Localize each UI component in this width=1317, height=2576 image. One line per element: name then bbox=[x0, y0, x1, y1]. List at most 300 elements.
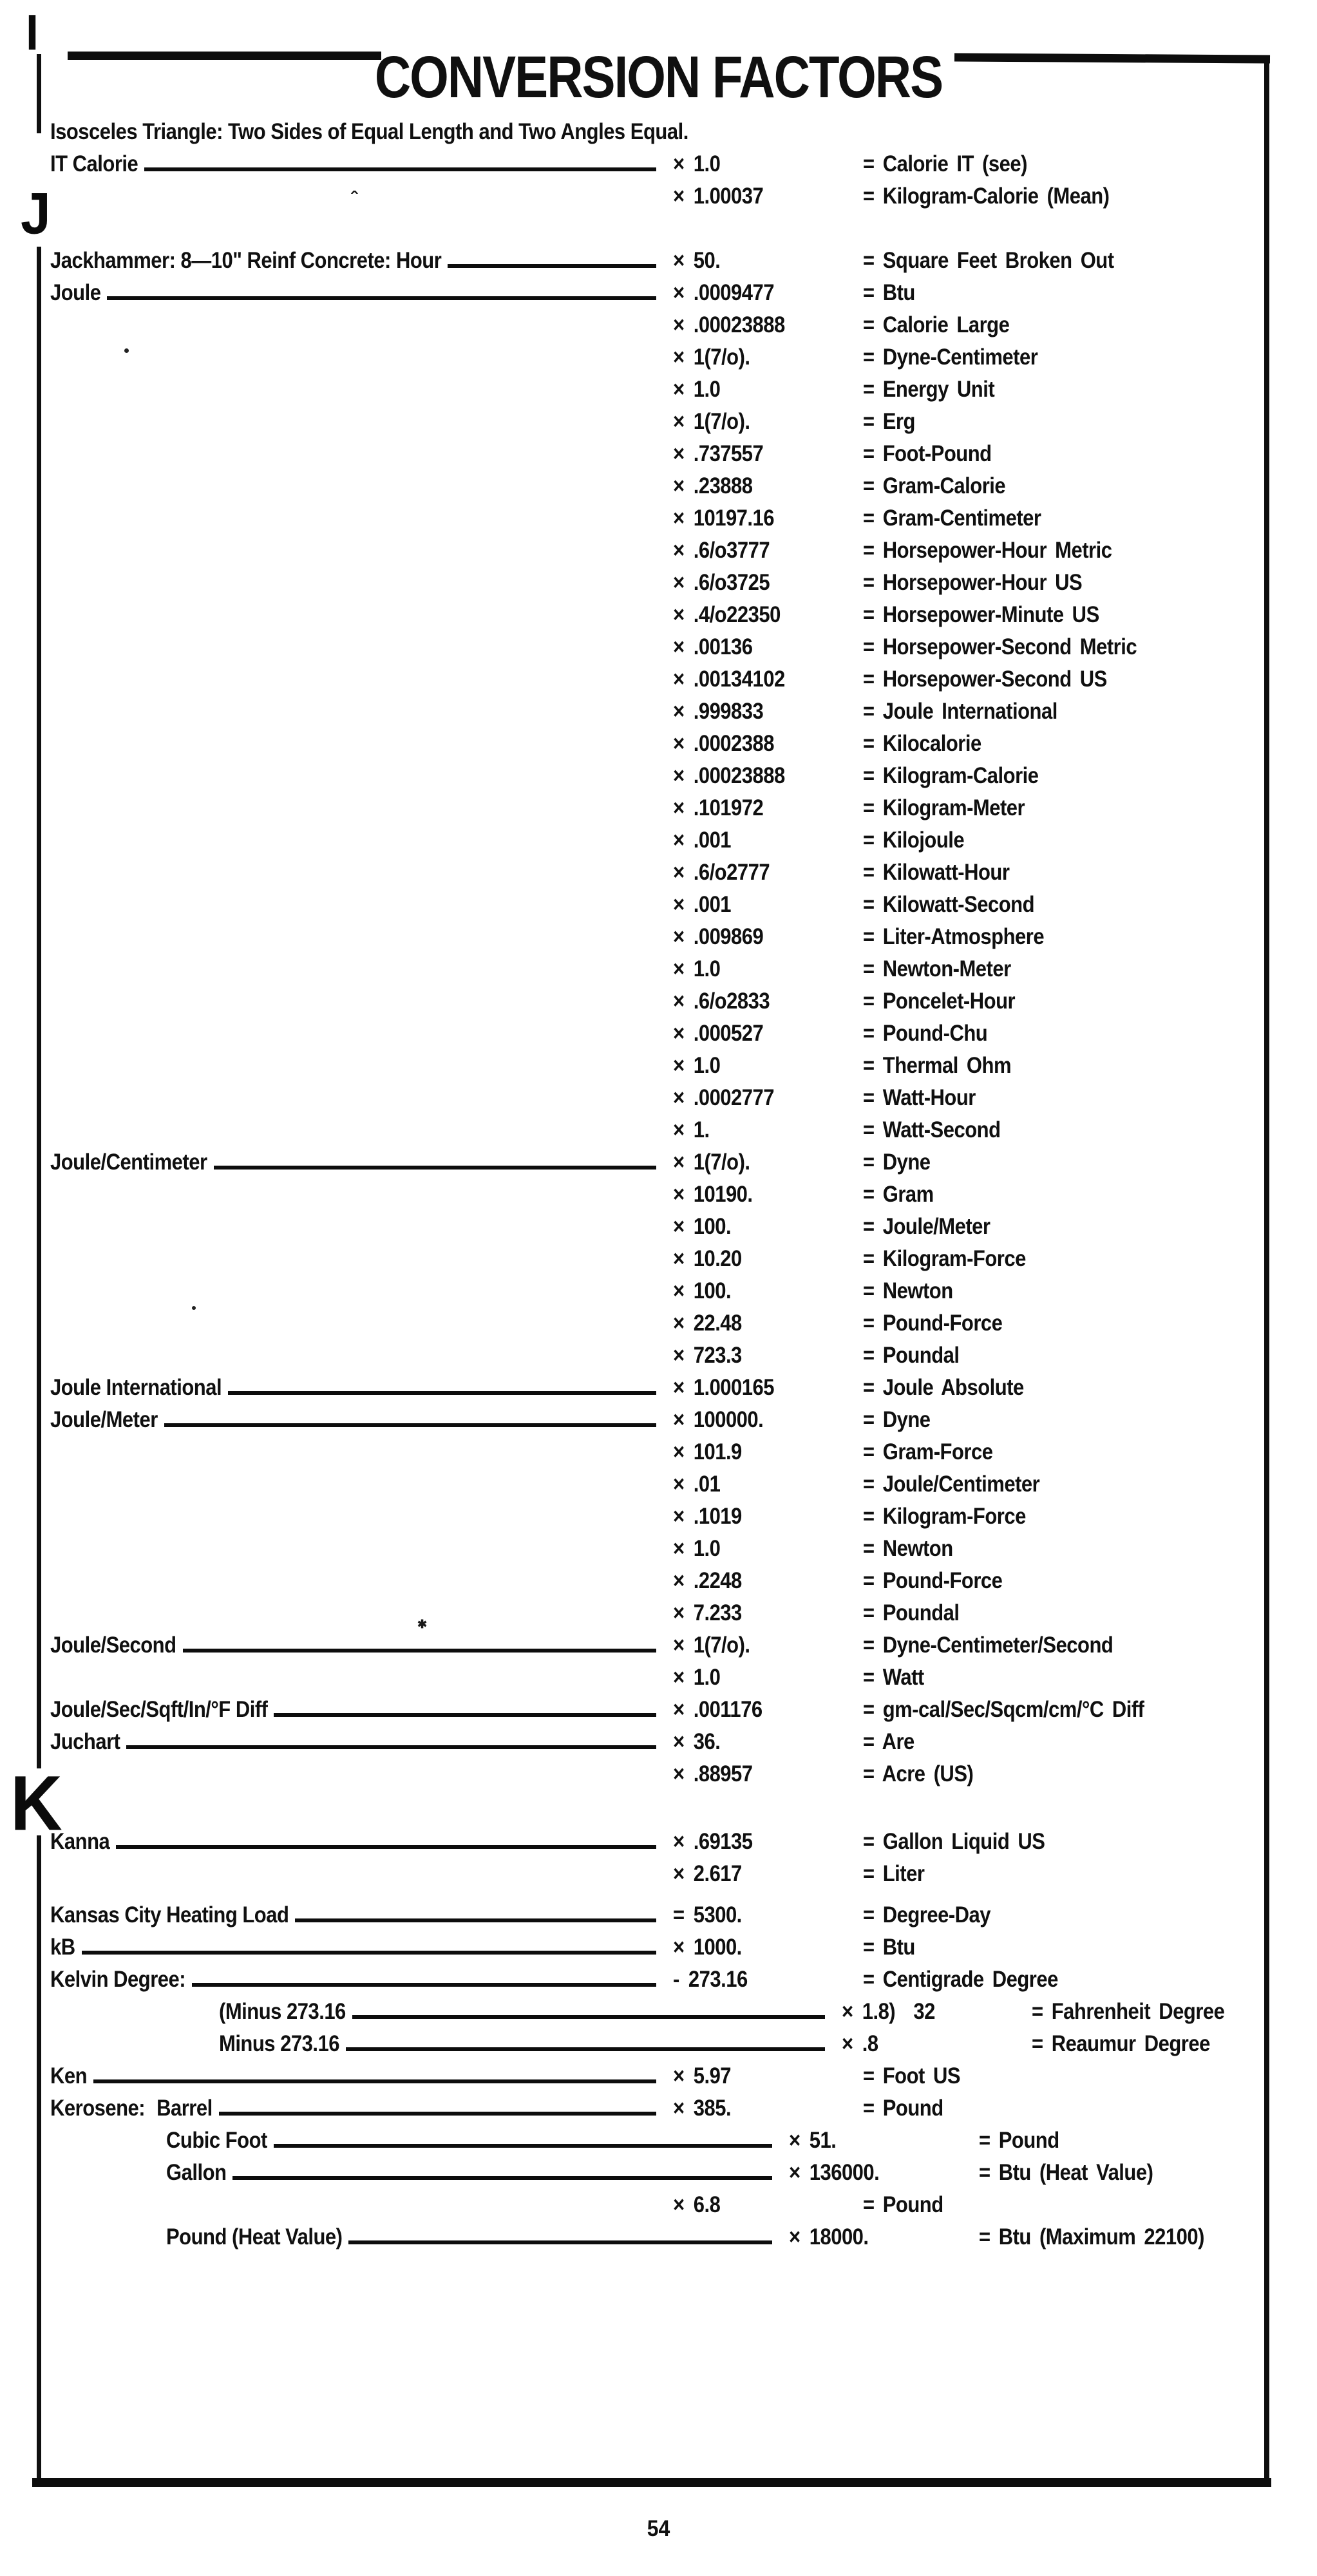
factor-value: - 273.16 bbox=[673, 1965, 748, 1992]
result-unit: = Gram bbox=[863, 1180, 934, 1207]
conversion-row bbox=[50, 564, 1278, 596]
conversion-row bbox=[50, 2089, 1278, 2121]
result-unit: = Watt-Hour bbox=[863, 1084, 976, 1110]
result-unit: = Are bbox=[863, 1728, 914, 1754]
row-label: Kanna bbox=[50, 1828, 110, 1854]
row-lead bbox=[50, 1556, 673, 1562]
row-lead bbox=[50, 1524, 673, 1530]
leader-line bbox=[107, 296, 656, 300]
factor-value: × .2248 bbox=[673, 1567, 742, 1593]
conversion-row bbox=[50, 918, 1278, 950]
row-lead bbox=[50, 1901, 673, 1928]
conversion-row bbox=[50, 853, 1278, 886]
result-unit: = Poundal bbox=[863, 1341, 960, 1368]
row-lead bbox=[50, 1965, 673, 1993]
label-prefix: Kerosene: bbox=[50, 2094, 146, 2121]
conversion-row bbox=[50, 1723, 1278, 1755]
row-lead bbox=[50, 1009, 673, 1014]
result-unit: = Horsepower-Hour Metric bbox=[863, 536, 1112, 563]
factor-value: × 1. bbox=[673, 1116, 710, 1142]
leader-line bbox=[214, 1166, 656, 1170]
row-lead bbox=[50, 751, 673, 757]
row-lead bbox=[50, 1073, 673, 1079]
result-unit: = Liter-Atmosphere bbox=[863, 923, 1045, 949]
factor-value: × 1(7/o). bbox=[673, 343, 750, 370]
factor-value: × .6/o3725 bbox=[673, 569, 770, 595]
factor-value: × 1.0 bbox=[673, 1052, 721, 1078]
leader-line bbox=[164, 1423, 656, 1427]
row-lead bbox=[50, 1620, 673, 1626]
factor-value: × 1000. bbox=[673, 1933, 742, 1960]
row-lead bbox=[50, 558, 673, 564]
leader-line bbox=[295, 1918, 656, 1922]
row-lead bbox=[50, 1202, 673, 1208]
conversion-row bbox=[50, 2121, 1278, 2154]
result-unit: = Kilogram-Force bbox=[863, 1502, 1026, 1529]
row-label: (Minus 273.16 bbox=[219, 1998, 346, 2024]
row-lead bbox=[50, 2223, 789, 2250]
result-unit: = Foot-Pound bbox=[863, 440, 992, 466]
factor-value: × 136000. bbox=[789, 2159, 880, 2185]
factor-value: × .00136 bbox=[673, 633, 753, 659]
conversion-row bbox=[50, 338, 1278, 370]
result-unit: = Kilogram-Calorie bbox=[863, 762, 1039, 788]
row-label: Joule bbox=[50, 279, 101, 305]
factor-value: × 10190. bbox=[673, 1180, 753, 1207]
result-unit: = Gram-Force bbox=[863, 1438, 993, 1464]
result-unit: = Horsepower-Second US bbox=[863, 665, 1107, 692]
leader-line bbox=[183, 1649, 656, 1653]
row-lead bbox=[50, 1696, 673, 1723]
conversion-row bbox=[50, 1272, 1278, 1304]
result-unit: = Fahrenheit Degree bbox=[1032, 1998, 1225, 2024]
conversion-row bbox=[50, 1530, 1278, 1562]
factor-value: × 1.0 bbox=[673, 150, 721, 176]
row-lead bbox=[50, 590, 673, 596]
section-letter-k: K bbox=[10, 1759, 62, 1847]
row-label: Ken bbox=[50, 2062, 88, 2088]
section-letter-i: I bbox=[26, 5, 39, 61]
result-unit: = Horsepower-Hour US bbox=[863, 569, 1083, 595]
factor-value: × .4/o22350 bbox=[673, 601, 781, 627]
result-unit: = Kilowatt-Second bbox=[863, 891, 1035, 917]
row-lead bbox=[50, 1406, 673, 1433]
row-label: Barrel bbox=[156, 2094, 213, 2121]
factor-value: × 100000. bbox=[673, 1406, 764, 1432]
result-unit: = Square Feet Broken Out bbox=[863, 247, 1114, 273]
conversion-row bbox=[50, 1690, 1278, 1723]
factor-value: × 1.0 bbox=[673, 375, 721, 402]
row-lead bbox=[50, 622, 673, 628]
conversion-row bbox=[50, 1433, 1278, 1465]
leader-line bbox=[448, 264, 656, 268]
conversion-row bbox=[50, 531, 1278, 564]
factor-value: × 1.0 bbox=[673, 1663, 721, 1690]
result-unit: = Btu (Heat Value) bbox=[979, 2159, 1153, 2185]
conversion-row bbox=[50, 402, 1278, 435]
conversion-row bbox=[50, 757, 1278, 789]
conversion-row bbox=[50, 982, 1278, 1014]
factor-value: × 100. bbox=[673, 1213, 732, 1239]
factor-value: × .00134102 bbox=[673, 665, 785, 692]
result-unit: = Newton-Meter bbox=[863, 955, 1011, 981]
factor-value: × .00023888 bbox=[673, 311, 785, 337]
row-label: Pound (Heat Value) bbox=[166, 2223, 343, 2249]
conversion-row bbox=[50, 1823, 1278, 1855]
leader-line bbox=[274, 1713, 656, 1717]
result-unit: = Newton bbox=[863, 1277, 953, 1303]
conversion-row bbox=[50, 692, 1278, 724]
factor-value: × 1.8) 32 bbox=[842, 1998, 935, 2024]
row-label: Joule/Meter bbox=[50, 1406, 158, 1432]
conversion-row bbox=[50, 724, 1278, 757]
conversion-row bbox=[50, 1928, 1278, 1960]
result-unit: = Pound bbox=[863, 2191, 943, 2217]
leader-line bbox=[219, 2112, 656, 2116]
conversion-row bbox=[50, 886, 1278, 918]
row-label: Kansas City Heating Load bbox=[50, 1901, 289, 1927]
page-title: CONVERSION FACTORS bbox=[374, 43, 943, 111]
row-lead bbox=[50, 2062, 673, 2089]
result-unit: = Horsepower-Minute US bbox=[863, 601, 1099, 627]
conversion-row bbox=[50, 1336, 1278, 1368]
result-unit: = Kilogram-Calorie (Mean) bbox=[863, 182, 1110, 209]
scan-speck bbox=[124, 348, 129, 353]
row-label: Cubic Foot bbox=[166, 2126, 267, 2153]
factor-value: × 1.0 bbox=[673, 955, 721, 981]
leader-line bbox=[228, 1391, 656, 1395]
result-unit: = Kilowatt-Hour bbox=[863, 858, 1010, 885]
factor-value: × .6/o3777 bbox=[673, 536, 770, 563]
row-lead bbox=[50, 848, 673, 853]
row-lead bbox=[50, 493, 673, 499]
row-lead bbox=[50, 365, 673, 370]
row-label: Joule International bbox=[50, 1374, 222, 1400]
conversion-row bbox=[50, 1497, 1278, 1530]
factor-value: × .8 bbox=[842, 2030, 878, 2056]
result-unit: = Gram-Centimeter bbox=[863, 504, 1041, 531]
conversion-row bbox=[50, 467, 1278, 499]
row-lead bbox=[50, 1148, 673, 1175]
factor-value: × 7.233 bbox=[673, 1599, 742, 1625]
conversion-table bbox=[50, 113, 1278, 2250]
result-unit: = Calorie Large bbox=[863, 311, 1010, 337]
row-lead bbox=[50, 654, 673, 660]
conversion-row bbox=[50, 2186, 1278, 2218]
leader-line bbox=[116, 1845, 656, 1849]
row-lead bbox=[50, 1374, 673, 1401]
leader-line bbox=[144, 167, 656, 171]
conversion-row bbox=[50, 1960, 1278, 1993]
row-lead bbox=[50, 2212, 673, 2218]
factor-value: × .69135 bbox=[673, 1828, 753, 1854]
row-label: IT Calorie bbox=[50, 150, 138, 176]
factor-value: × .1019 bbox=[673, 1502, 742, 1529]
row-lead bbox=[50, 2126, 789, 2154]
result-unit: = Erg bbox=[863, 408, 915, 434]
row-lead bbox=[50, 1105, 673, 1111]
conversion-row bbox=[50, 2154, 1278, 2186]
conversion-row bbox=[50, 1175, 1278, 1208]
factor-value: × 10197.16 bbox=[673, 504, 775, 531]
conversion-row bbox=[50, 1014, 1278, 1046]
row-lead bbox=[50, 719, 673, 724]
factor-value: × 22.48 bbox=[673, 1309, 742, 1336]
page-border-left-segment bbox=[37, 247, 41, 1768]
row-lead bbox=[50, 1234, 673, 1240]
row-lead bbox=[50, 204, 673, 209]
factor-value: × 6.8 bbox=[673, 2191, 721, 2217]
factor-value: × 18000. bbox=[789, 2223, 869, 2249]
factor-value: × .01 bbox=[673, 1470, 721, 1497]
conversion-row bbox=[50, 1465, 1278, 1497]
result-unit: = Dyne bbox=[863, 1148, 931, 1175]
row-lead bbox=[50, 1631, 673, 1658]
result-unit: = Thermal Ohm bbox=[863, 1052, 1012, 1078]
factor-value: × 1.00037 bbox=[673, 182, 764, 209]
conversion-row bbox=[50, 1111, 1278, 1143]
conversion-row bbox=[50, 2025, 1278, 2057]
conversion-row bbox=[50, 660, 1278, 692]
row-label: Jackhammer: 8—10" Reinf Concrete: Hour bbox=[50, 247, 442, 273]
row-lead bbox=[50, 397, 673, 402]
conversion-row bbox=[50, 2218, 1278, 2250]
result-unit: = gm-cal/Sec/Sqcm/cm/°C Diff bbox=[863, 1696, 1144, 1722]
factor-value: × 100. bbox=[673, 1277, 732, 1303]
conversion-row bbox=[50, 1993, 1278, 2025]
row-lead bbox=[50, 1881, 673, 1887]
factor-value: × .737557 bbox=[673, 440, 764, 466]
conversion-row bbox=[50, 821, 1278, 853]
leader-line bbox=[346, 2047, 825, 2051]
row-lead bbox=[50, 1685, 673, 1690]
row-label: Joule/Centimeter bbox=[50, 1148, 207, 1175]
scan-smudge-artifact: ✱ bbox=[417, 1618, 428, 1631]
result-unit: = Dyne-Centimeter bbox=[863, 343, 1038, 370]
row-lead bbox=[50, 1728, 673, 1755]
result-unit: = Foot US bbox=[863, 2062, 961, 2088]
row-lead bbox=[50, 332, 673, 338]
conversion-row bbox=[50, 1401, 1278, 1433]
result-unit: = Joule International bbox=[863, 697, 1057, 724]
conversion-row bbox=[50, 1562, 1278, 1594]
conversion-row bbox=[50, 2057, 1278, 2089]
note-text: Isosceles Triangle: Two Sides of Equal Length and Two Angles Equal. bbox=[50, 118, 688, 144]
row-lead bbox=[50, 247, 673, 274]
factor-value: × 385. bbox=[673, 2094, 732, 2121]
result-unit: = Energy Unit bbox=[863, 375, 995, 402]
factor-value: × .0009477 bbox=[673, 279, 775, 305]
result-unit: = Poncelet-Hour bbox=[863, 987, 1016, 1014]
row-lead bbox=[50, 783, 673, 789]
leader-line bbox=[348, 2240, 772, 2244]
page-border-bottom bbox=[32, 2478, 1271, 2487]
result-unit: = Watt-Second bbox=[863, 1116, 1001, 1142]
page-border-left-segment bbox=[37, 1835, 41, 2478]
leader-line bbox=[232, 2176, 772, 2180]
leader-line bbox=[352, 2015, 825, 2019]
row-label: Joule/Second bbox=[50, 1631, 176, 1658]
factor-value: × .101972 bbox=[673, 794, 764, 820]
conversion-row bbox=[50, 628, 1278, 660]
conversion-row bbox=[50, 1896, 1278, 1928]
page-number: 54 bbox=[647, 2515, 670, 2541]
factor-value: × 36. bbox=[673, 1728, 721, 1754]
row-lead bbox=[50, 461, 673, 467]
factor-value: × 1(7/o). bbox=[673, 1631, 750, 1658]
result-unit: = Pound-Force bbox=[863, 1567, 1003, 1593]
row-lead bbox=[50, 526, 673, 531]
row-lead bbox=[50, 1041, 673, 1046]
result-unit: = Horsepower-Second Metric bbox=[863, 633, 1137, 659]
result-unit: = Liter bbox=[863, 1860, 925, 1886]
row-lead bbox=[50, 2030, 842, 2057]
result-unit: = Kilogram-Force bbox=[863, 1245, 1026, 1271]
note-row bbox=[50, 113, 1278, 145]
conversion-row bbox=[50, 950, 1278, 982]
row-lead bbox=[50, 429, 673, 435]
row-lead bbox=[50, 1363, 673, 1368]
conversion-row bbox=[50, 1240, 1278, 1272]
scan-caret-artifact: ˆ bbox=[351, 188, 357, 209]
result-unit: = Poundal bbox=[863, 1599, 960, 1625]
row-label: Minus 273.16 bbox=[219, 2030, 339, 2056]
result-unit: = Btu bbox=[863, 279, 915, 305]
result-unit: = Dyne bbox=[863, 1406, 931, 1432]
conversion-row bbox=[50, 1855, 1278, 1887]
factor-value: × 5.97 bbox=[673, 2062, 732, 2088]
conversion-row bbox=[50, 1304, 1278, 1336]
leader-line bbox=[126, 1745, 656, 1749]
factor-value: × 101.9 bbox=[673, 1438, 742, 1464]
factor-value: × .6/o2833 bbox=[673, 987, 770, 1014]
conversion-row bbox=[50, 789, 1278, 821]
factor-value: × .88957 bbox=[673, 1760, 753, 1786]
row-lead bbox=[50, 880, 673, 886]
result-unit: = Kilocalorie bbox=[863, 730, 981, 756]
result-unit: = Joule Absolute bbox=[863, 1374, 1024, 1400]
section-letter-j: J bbox=[21, 180, 51, 247]
row-lead bbox=[50, 2094, 673, 2121]
row-lead bbox=[50, 2159, 789, 2186]
result-unit: = Calorie IT (see) bbox=[863, 150, 1027, 176]
factor-value: × 51. bbox=[789, 2126, 837, 2153]
row-lead bbox=[50, 1781, 673, 1787]
conversion-row bbox=[50, 1594, 1278, 1626]
conversion-row bbox=[50, 1208, 1278, 1240]
row-label: Kelvin Degree: bbox=[50, 1965, 186, 1992]
conversion-row bbox=[50, 1368, 1278, 1401]
factor-value: × 723.3 bbox=[673, 1341, 742, 1368]
result-unit: = Degree-Day bbox=[863, 1901, 991, 1927]
factor-value: × .0002777 bbox=[673, 1084, 775, 1110]
row-label: Juchart bbox=[50, 1728, 120, 1754]
leader-line bbox=[192, 1983, 656, 1987]
factor-value: × 1.0 bbox=[673, 1535, 721, 1561]
row-lead bbox=[50, 912, 673, 918]
conversion-row bbox=[50, 1046, 1278, 1079]
conversion-row bbox=[50, 1143, 1278, 1175]
row-lead bbox=[50, 944, 673, 950]
row-lead bbox=[50, 1266, 673, 1272]
row-lead bbox=[50, 1137, 673, 1143]
conversion-row bbox=[50, 370, 1278, 402]
factor-value: × .6/o2777 bbox=[673, 858, 770, 885]
result-unit: = Gallon Liquid US bbox=[863, 1828, 1045, 1854]
factor-value: × .00023888 bbox=[673, 762, 785, 788]
conversion-row bbox=[50, 499, 1278, 531]
result-unit: = Gram-Calorie bbox=[863, 472, 1006, 498]
result-unit: = Btu bbox=[863, 1933, 915, 1960]
row-lead bbox=[50, 815, 673, 821]
factor-value: × 2.617 bbox=[673, 1860, 742, 1886]
conversion-row bbox=[50, 596, 1278, 628]
result-unit: = Joule/Meter bbox=[863, 1213, 990, 1239]
row-label: Joule/Sec/Sqft/In/°F Diff bbox=[50, 1696, 268, 1722]
row-lead bbox=[50, 1331, 673, 1336]
result-unit: = Newton bbox=[863, 1535, 953, 1561]
row-lead bbox=[50, 1492, 673, 1497]
conversion-row bbox=[50, 1079, 1278, 1111]
conversion-row bbox=[50, 242, 1278, 274]
conversion-row bbox=[50, 435, 1278, 467]
row-lead bbox=[50, 1933, 673, 1960]
row-lead bbox=[50, 1459, 673, 1465]
row-lead bbox=[50, 976, 673, 982]
row-lead bbox=[50, 1998, 842, 2025]
leader-line bbox=[93, 2079, 656, 2083]
row-lead bbox=[50, 1298, 673, 1304]
row-lead bbox=[50, 1588, 673, 1594]
conversion-row bbox=[50, 306, 1278, 338]
result-unit: = Kilojoule bbox=[863, 826, 965, 853]
conversion-row bbox=[50, 177, 1278, 209]
factor-value: × .001 bbox=[673, 891, 732, 917]
result-unit: = Reaumur Degree bbox=[1032, 2030, 1210, 2056]
result-unit: = Joule/Centimeter bbox=[863, 1470, 1040, 1497]
row-label: Gallon bbox=[166, 2159, 227, 2185]
conversion-row bbox=[50, 145, 1278, 177]
factor-value: × 50. bbox=[673, 247, 721, 273]
leader-line bbox=[82, 1951, 656, 1955]
result-unit: = Pound bbox=[863, 2094, 943, 2121]
row-lead bbox=[50, 150, 673, 177]
conversion-row bbox=[50, 1755, 1278, 1787]
conversion-row bbox=[50, 274, 1278, 306]
result-unit: = Kilogram-Meter bbox=[863, 794, 1025, 820]
row-lead bbox=[50, 279, 673, 306]
leader-line bbox=[274, 2144, 772, 2148]
row-label: kB bbox=[50, 1933, 75, 1960]
result-unit: = Dyne-Centimeter/Second bbox=[863, 1631, 1113, 1658]
factor-value: × .001 bbox=[673, 826, 732, 853]
factor-value: × .001176 bbox=[673, 1696, 763, 1722]
result-unit: = Watt bbox=[863, 1663, 924, 1690]
row-lead bbox=[50, 1828, 673, 1855]
factor-value: × .000527 bbox=[673, 1019, 764, 1046]
result-unit: = Pound-Chu bbox=[863, 1019, 988, 1046]
result-unit: = Centigrade Degree bbox=[863, 1965, 1058, 1992]
conversion-row bbox=[50, 1626, 1278, 1658]
factor-value: × 1(7/o). bbox=[673, 408, 750, 434]
row-lead bbox=[50, 687, 673, 692]
factor-value: × .0002388 bbox=[673, 730, 775, 756]
result-unit: = Acre (US) bbox=[863, 1760, 974, 1786]
factor-value: × .009869 bbox=[673, 923, 764, 949]
result-unit: = Btu (Maximum 22100) bbox=[979, 2223, 1204, 2249]
result-unit: = Pound bbox=[979, 2126, 1059, 2153]
page-border-left-segment bbox=[37, 54, 41, 133]
